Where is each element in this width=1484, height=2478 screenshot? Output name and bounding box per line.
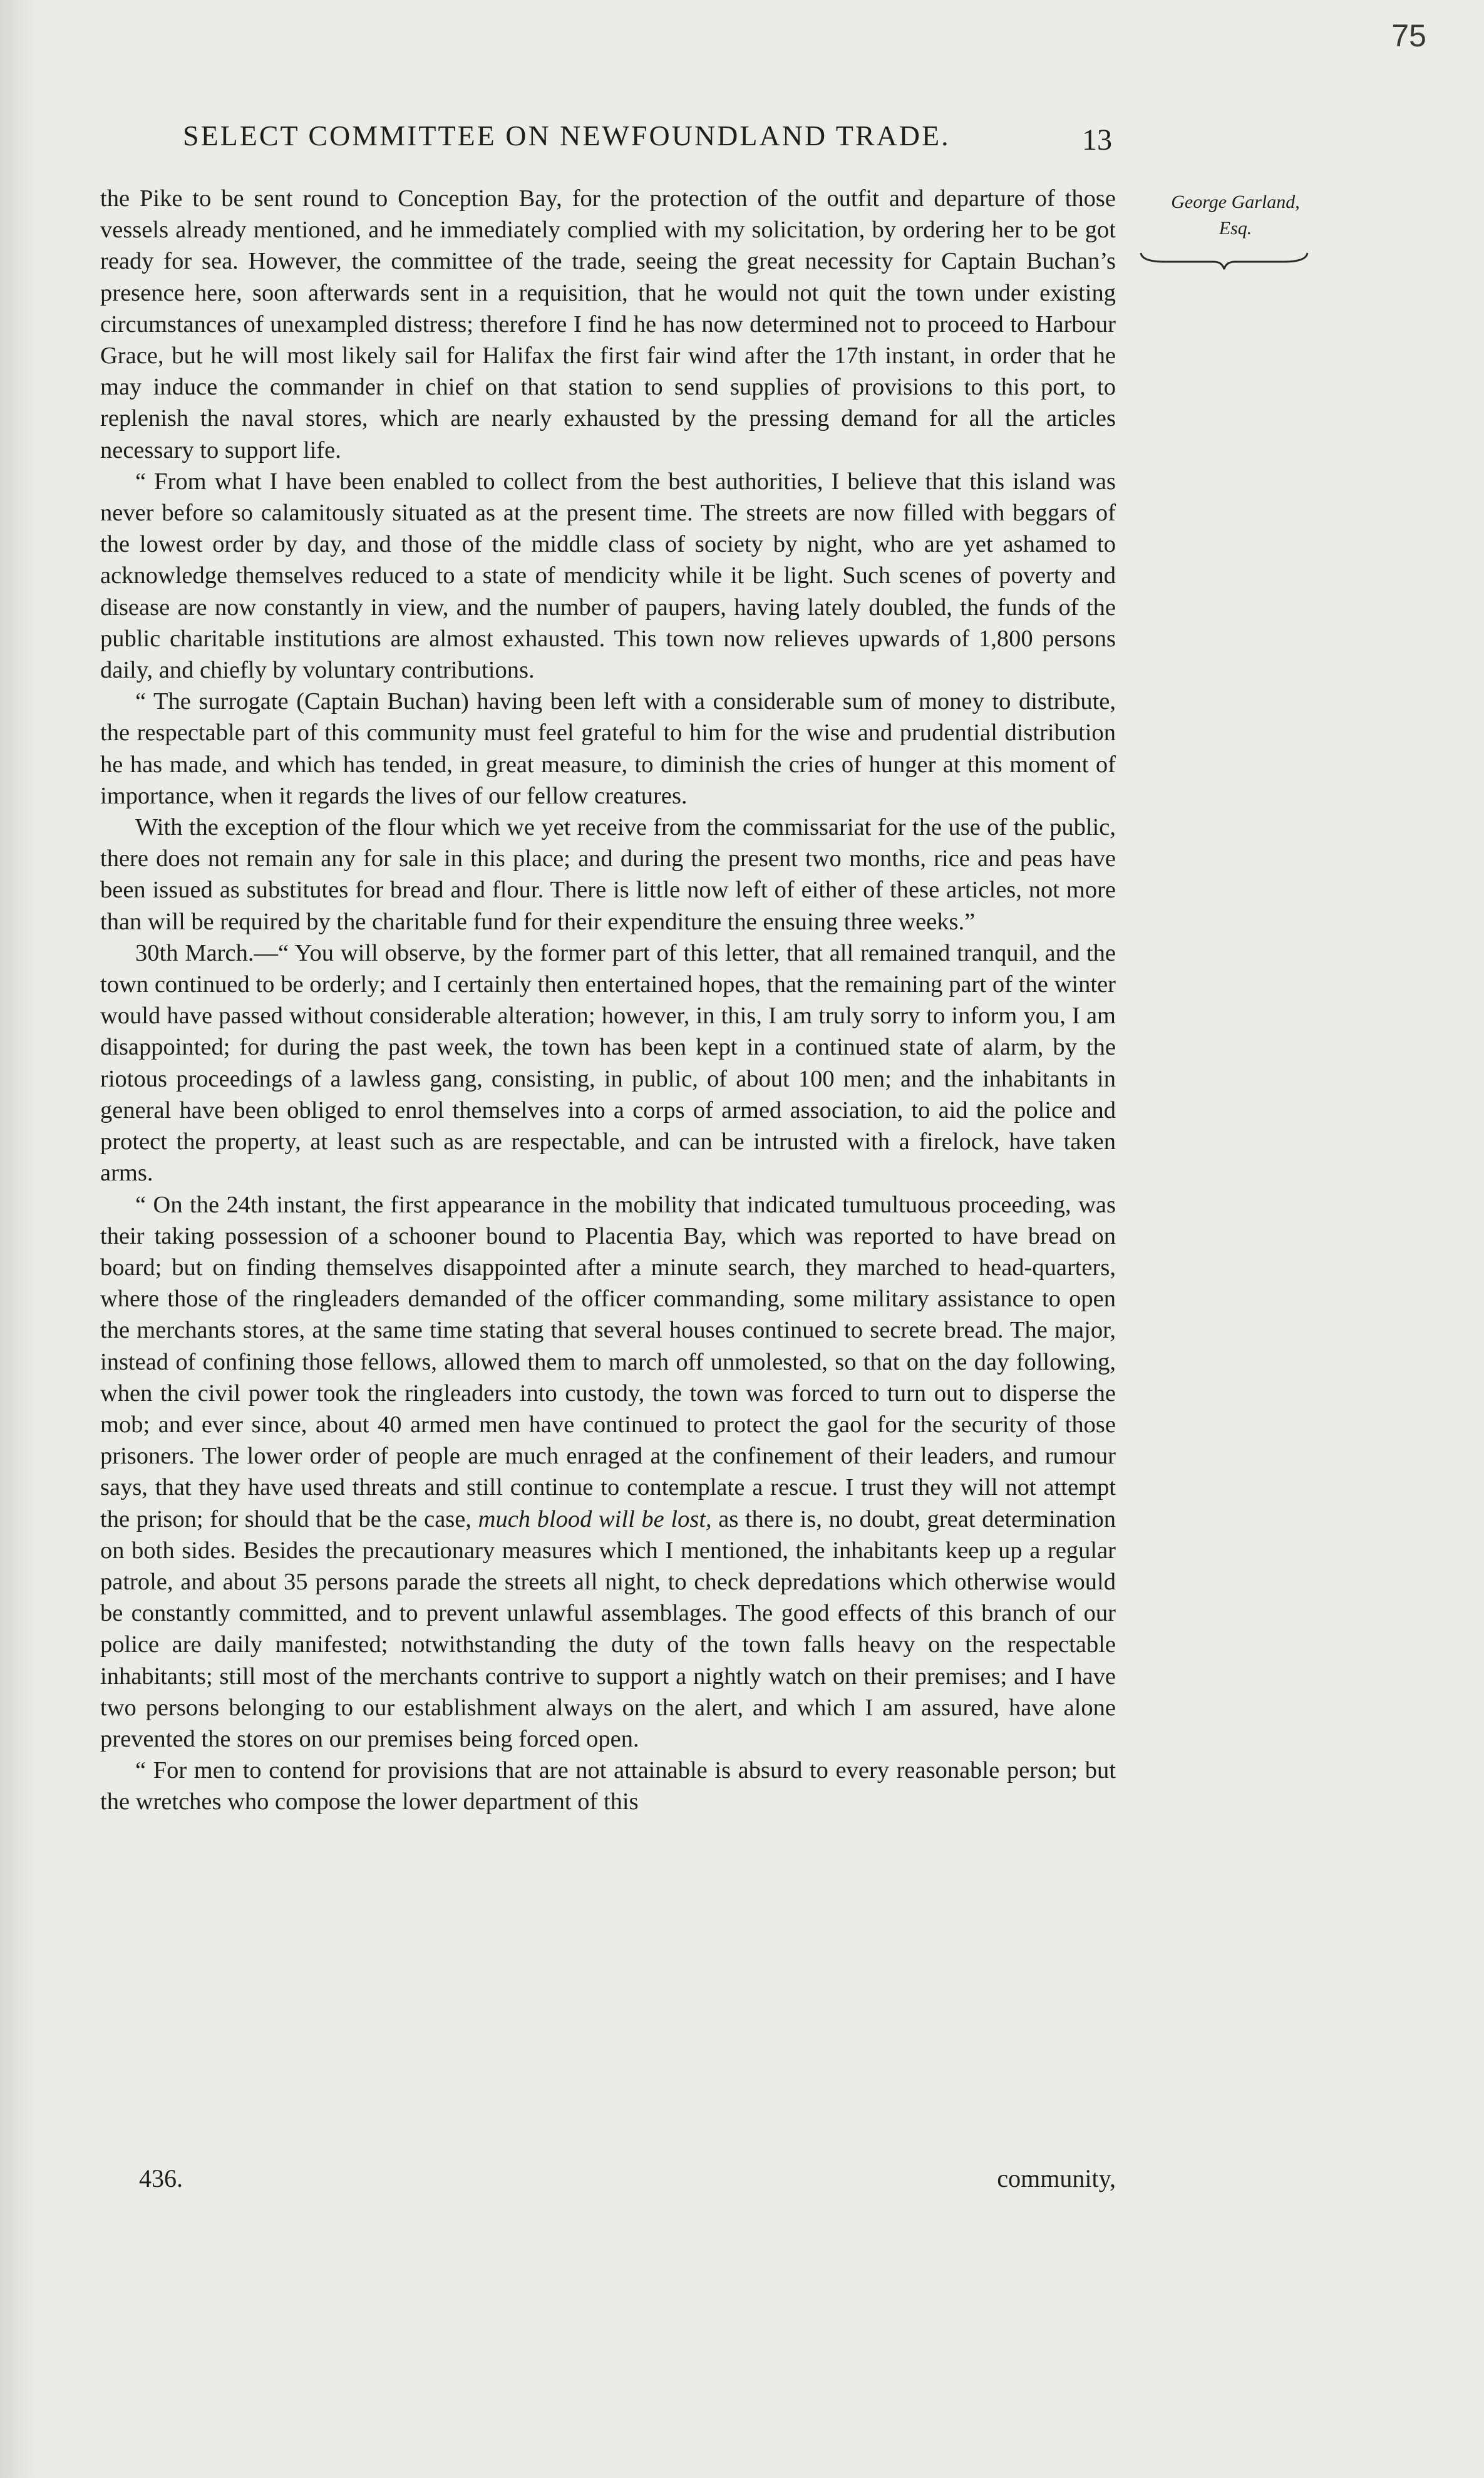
paragraph-3: “ The surrogate (Captain Buchan) having been left with a considerable sum of money to distribute, the respectable part of this community must feel grateful to him for the wise and prudential distribution he has made, and which has tended, in great measure, to diminish the cries of hunger at this moment of importance, when it regards the lives of our fellow creatures. — [100, 688, 1116, 809]
running-head: SELECT COMMITTEE ON NEWFOUNDLAND TRADE. — [183, 120, 951, 152]
paragraph-6-text-b: as there is, no doubt, great determination on both sides. Besides the precautionary measures which I mentioned, the inhabitants keep up a regular patrole, and about 35 persons parade the streets all night, to check depredations which otherwise would be constantly committed, and to prevent unlawful assemblages. The good effects of this branch of our police are daily manifested; notwithstanding the duty of the town falls heavy on the respectable inhabitants; still most of the merchants contrive to support a nightly watch on their premises; and I have two persons belonging to our establishment always on the alert, and which I am assured, have alone prevented the stores on our premises being forced open. — [100, 1505, 1116, 1752]
catchword: community, — [997, 2164, 1116, 2192]
margin-note-name: George Garland, — [1171, 192, 1300, 212]
paragraph-6 — [100, 1189, 1116, 1755]
margin-note — [1132, 189, 1339, 242]
margin-note-title: Esq. — [1219, 218, 1252, 239]
margin-brace-icon — [1140, 250, 1309, 272]
folio-number: 75 — [1391, 18, 1426, 53]
body-text — [100, 183, 1116, 1818]
page-edge-shadow — [0, 0, 38, 2478]
paragraph-4: With the exception of the flour which we yet receive from the commissariat for the use of the public, there does not remain any for sale in this place; and during the present two months, rice and peas have been issued as substitutes for bread and flour. There is little now left of either of these articles, not more than will be required by the charitable fund for their expenditure the ensuing three weeks.” — [100, 814, 1116, 935]
signature-mark: 436. — [139, 2164, 183, 2192]
paragraph-2: “ From what I have been enabled to collect from the best authorities, I believe that this island was never before so calamitously situated as at the present time. The streets are now filled with beggars of the lowest order by day, and those of the middle class of society by night, who are yet ashamed to acknowledge themselves reduced to a state of mendicity while it be light. Such scenes of poverty and disease are now constantly in view, and the number of paupers, having lately doubled, the funds of the public charitable institutions are almost exhausted. This town now relieves upwards of 1,800 persons daily, and chiefly by voluntary contributions. — [100, 468, 1116, 684]
paragraph-7: “ For men to contend for provisions that are not attainable is absurd to every reasonable person; but the wretches who compose the lower department of this — [100, 1757, 1116, 1815]
paragraph-1: the Pike to be sent round to Conception Bay, for the protection of the outfit and departure of those vessels already mentioned, and he immediately complied with my solicitation, by ordering her to be got ready for sea. However, the committee of the trade, seeing the great necessity for Captain Buchan’s presence here, soon afterwards sent in a requisition, that he would not quit the town under existing circumstances of unexampled distress; therefore I find he has now determined not to proceed to Harbour Grace, but he will most likely sail for Halifax the first fair wind after the 17th instant, in order that he may induce the commander in chief on that station to send supplies of provisions to this port, to replenish the naval stores, which are nearly exhausted by the pressing demand for all the articles necessary to support life. — [100, 185, 1116, 463]
paragraph-6-text-a: “ On the 24th instant, the first appearance in the mobility that indicated tumultuous proceeding, was their taking possession of a schooner bound to Placentia Bay, which was reported to have bread on board; but on finding themselves disappointed after a minute search, they marched to head-quarters, where those of the ringleaders demanded of the officer commanding, some military assistance to open the merchants stores, at the same time stating that several houses continued to secrete bread. The major, instead of confining those fellows, allowed them to march off unmolested, so that on the day following, when the civil power took the ringleaders into custody, the town was forced to turn out to disperse the mob; and ever since, about 40 armed men have continued to protect the gaol for the security of those prisoners. The lower order of people are much enraged at the confinement of their leaders, and rumour says, that they have used threats and still continue to contemplate a rescue. I trust they will not attempt the prison; for should that be the case, — [100, 1191, 1116, 1532]
paragraph-6-emphasis: much blood will be lost, — [478, 1505, 712, 1532]
paragraph-5: 30th March.—“ You will observe, by the former part of this letter, that all remained tranquil, and the town continued to be orderly; and I certainly then entertained hopes, that the remaining part of the winter would have passed without considerable alteration; however, in this, I am truly sorry to inform you, I am disappointed; for during the past week, the town has been kept in a continued state of alarm, by the riotous proceedings of a lawless gang, consisting, in public, of about 100 men; and the inhabitants in general have been obliged to enrol themselves into a corps of armed association, to aid the police and protect the property, at least such as are respectable, and can be intrusted with a firelock, have taken arms. — [100, 939, 1116, 1187]
page-footer — [139, 2164, 1116, 2193]
page-number: 13 — [1082, 123, 1112, 157]
